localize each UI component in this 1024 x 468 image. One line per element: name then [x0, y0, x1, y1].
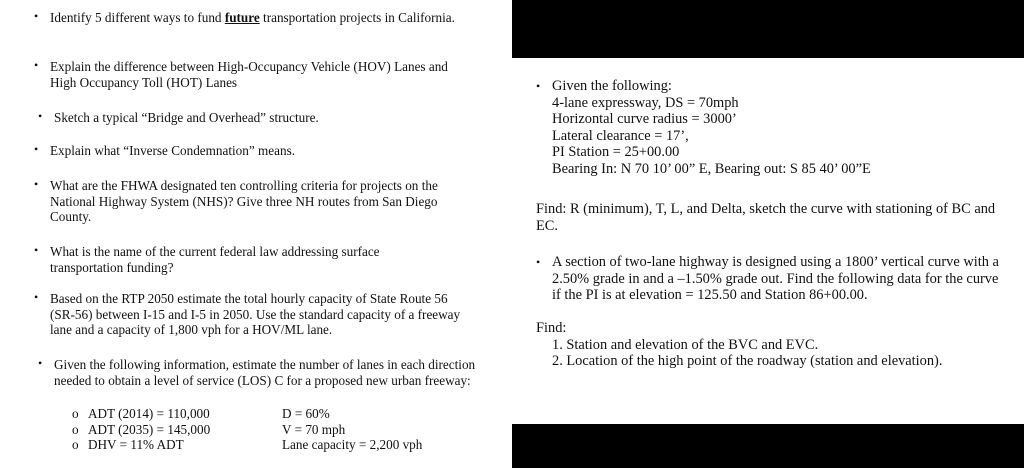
- q2-text: Explain the difference between High-Occupancy Vehicle (HOV) Lanes and High Occupancy Toll (HOT) Lanes: [50, 59, 448, 90]
- q8-given-list-left: [72, 406, 210, 453]
- find-vertical-curve: [536, 320, 996, 370]
- question-lanes-los: [38, 356, 479, 388]
- question-horizontal-curve: [536, 78, 1002, 178]
- q1-text-end: transportation projects in California.: [259, 10, 455, 25]
- question-sr56-capacity: [34, 290, 475, 338]
- q4-text: Explain what “Inverse Condemnation” means.: [50, 143, 295, 158]
- circle-bullet-icon: o: [72, 406, 79, 421]
- dhv: DHV = 11% ADT: [88, 437, 184, 453]
- bullet-icon: •: [536, 255, 541, 269]
- find-horizontal-curve: Find: R (minimum), T, L, and Delta, sketch the curve with stationing of BC and EC.: [536, 201, 996, 234]
- find-label: Find:: [536, 320, 567, 336]
- given-header: Given the following:: [552, 78, 672, 94]
- question-bridge-sketch: [38, 109, 474, 126]
- q1-emphasis: future: [224, 10, 260, 25]
- list-item: [72, 437, 210, 453]
- question-vertical-curve: [536, 254, 1002, 304]
- q6-text: What is the name of the current federal law addressing surface transportation funding?: [50, 244, 380, 275]
- q8-text: Given the following information, estimate the number of lanes in each direction needed to obtain a level of service (LOS) C for a proposed new urban freeway:: [54, 357, 476, 388]
- q5-text: What are the FHWA designated ten controlling criteria for projects on the National Highway System (NHS)? Give three NH routes from San Diego County.: [50, 178, 438, 225]
- adt-2035: ADT (2035) = 145,000: [88, 421, 211, 437]
- bullet-icon: •: [34, 177, 39, 191]
- list-item: [72, 406, 210, 422]
- bullet-icon: •: [34, 9, 39, 23]
- bullet-icon: •: [34, 243, 39, 257]
- find-item: 2. Location of the high point of the roadway (station and elevation).: [552, 353, 943, 370]
- directional-split: D = 60%: [282, 406, 330, 421]
- list-item: [72, 422, 210, 438]
- circle-bullet-icon: o: [72, 421, 79, 437]
- q3-text: Sketch a typical “Bridge and Overhead” structure.: [54, 110, 319, 125]
- bullet-icon: •: [34, 58, 39, 72]
- bullet-icon: •: [536, 79, 541, 93]
- given-lateral-clearance: Lateral clearance = 17’,: [552, 127, 689, 144]
- bullet-icon: •: [38, 109, 43, 123]
- vertical-curve-text: A section of two-lane highway is designed using a 1800’ vertical curve with a 2.50% grade in and a –1.50% grade out. Find the following data for the curve if the PI is at elevation = 125.50 and Station 86+00.00.: [552, 254, 999, 304]
- given-pi-station: PI Station = 25+00.00: [552, 144, 680, 161]
- given-expressway: 4-lane expressway, DS = 70mph: [552, 94, 739, 111]
- right-question-panel: [512, 58, 1024, 424]
- question-inverse-condemnation: [34, 142, 470, 159]
- question-fhwa-criteria: [34, 177, 470, 225]
- q1-text-start: Identify 5 different ways to fund: [50, 10, 225, 25]
- given-bearings: Bearing In: N 70 10’ 00” E, Bearing out: S 85 40’ 00”E: [552, 160, 871, 177]
- find-item: 1. Station and elevation of the BVC and EVC.: [552, 336, 819, 353]
- circle-bullet-icon: o: [72, 437, 79, 453]
- question-federal-law: [34, 243, 430, 275]
- bullet-icon: •: [34, 290, 39, 304]
- bullet-icon: •: [38, 356, 43, 370]
- design-speed: V = 70 mph: [282, 421, 346, 437]
- adt-2014: ADT (2014) = 110,000: [88, 406, 210, 421]
- question-hov-hot: [34, 58, 470, 90]
- lane-capacity: Lane capacity = 2,200 vph: [282, 437, 423, 453]
- given-curve-radius: Horizontal curve radius = 3000’: [552, 111, 737, 128]
- q7-text: Based on the RTP 2050 estimate the total hourly capacity of State Route 56 (SR-56) between I-15 and I-5 in 2050. Use the standard capacity of a freeway lane and a capacity of 1,800 vph for a HOV/ML lane.: [50, 291, 461, 338]
- question-funding: [34, 9, 470, 26]
- bullet-icon: •: [34, 142, 39, 156]
- q8-given-list-right: [282, 406, 422, 453]
- right-black-panel: [512, 0, 1024, 468]
